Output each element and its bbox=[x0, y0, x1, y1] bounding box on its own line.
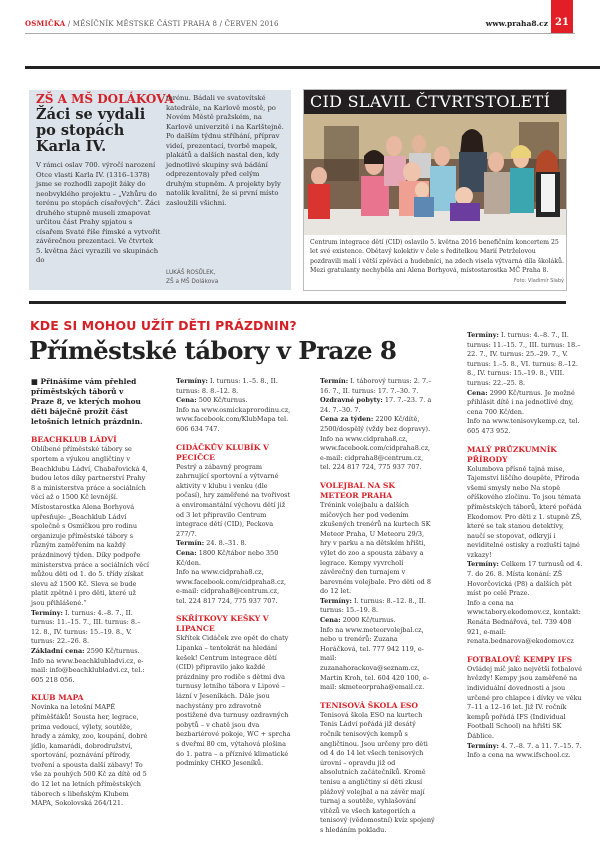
lead-paragraph: ■ Přinášíme vám přehled příměstských táborů v Praze 8, ve kterých mohou děti báječně prožít část letošních letních prázdnin. bbox=[31, 377, 143, 427]
section-text: Tenisová škola ESO na kurtech Tenis Ládví pořádá již desátý ročník tenisových kempů s angličtinou. Jsou určeny pro děti od 4 do 14 let všech tenisových úrovní – opravdu již od absolutních začátečníků. Kromě tenisu a angličtiny si děti zkusí plážový volejbal a na závěr mají turnaj a soutěže, vyhlašování vítězů ve všech kategoriích a tenisový (vědomostní) kvíz spojený s hledáním pokladu. bbox=[320, 710, 435, 834]
price-value: 2200 Kč/dítě, 2500/dospělý (vždy bez dopravy). bbox=[320, 415, 431, 433]
terms-value: I. turnus: 1.–5. 8., II. turnus: 8. 8.–12. 8. bbox=[176, 377, 278, 395]
terms-line bbox=[467, 331, 583, 389]
section-text: Kolumbova přísně tajná mise, Tajemství liščího doupěte, Příroda všemi smysly nebo Na stopě oříškového zločinu. To jsou témata příměstských táborů, které pořádá Ekodomov. Pro děti z 1. stupně ZŠ, které se tak stanou detektivy, naučí se stopovat, odkryjí i neviditelné ostisky a rozluští tajné vzkazy! bbox=[467, 464, 582, 559]
section-heading: TENISOVÁ ŠKOLA ESO bbox=[320, 700, 418, 710]
article-kicker: ZŠ A MŠ DOLÁKOVA bbox=[36, 92, 174, 106]
article-body-col1: V rámci oslav 700. výročí narození Otce vlasti Karla IV. (1316–1378) jsme se rozhodli zapojit žáky do neobvyklého projektu – „Vzhůru do terénu po stopách císařových“. Žáci druhého stupně museli zmapovat určitou část Prahy spjatou s císařem Svaté říše římské a vytvořit závěrečnou prezentaci. Ve čtvrtek 5. května žáci vyrazili ve skupinách do bbox=[36, 161, 161, 264]
article-author bbox=[166, 269, 288, 287]
section-heading: MALÝ PRŮZKUMNÍK PŘÍRODY bbox=[467, 444, 557, 464]
section-text: Skřítek Cidáček zve opět do chaty Lipanka – tentokrát na hledání kešek! Centrum integrace dětí (CID) připravilo jako každé prázdniny pro rodiče s dětmi dva turnusy letního tábora v Lipové – lázní v Jeseníkách. Dále jsou nachystány pro zdravotně postižené dva turnusy ozdravných pobytů – v chatě jsou dva bezbariérové pokoje, WC + sprcha s dveřmi 80 cm, výtahová plošina do 1. patra – a příznivé klimatické podmínky CHKO Jeseníků. bbox=[176, 634, 291, 768]
price-line bbox=[320, 415, 435, 434]
terms-value: Celkem 17 turnusů od 4. 7. do 26. 8. Místa konání: ZŠ Hovorčovická (P8) a dalších pět míst po celé Praze. bbox=[467, 560, 583, 598]
terms-value: I. turnus: 8.–12. 8., II. turnus: 15.–19. 8. bbox=[320, 596, 426, 615]
terms-value: I. turnus: 4.–8. 7., II. turnus: 11.–15. 7., III. turnus: 18.–22. 7., IV. turnus: 25.–29. 7., V. turnus: 1.–5. 8., VI. turnus: 8.–12. 8., IV. turnus: 15.–19. 8., VIII. turnus: 22.–25. 8. bbox=[467, 331, 581, 387]
article-body-col2: terénu. Bádali ve svatovítské katedrále, na Karlově mostě, po Novém Městě pražském, na Karlově univerzitě i na Karlštejně. Po dalším týdnu stříhání, příprav videí, prezentací, tvorbě mapek, plakátů a dalších nastal den, kdy jednotlivé skupiny svá bádání odprezentovaly před celým druhým stupněm. A projekty byly natolik kvalitní, že si první místo zasloužili všichni. bbox=[166, 94, 284, 207]
terms-label: Termíny: bbox=[467, 560, 499, 569]
price-line bbox=[176, 396, 291, 406]
text-column-4 bbox=[467, 331, 583, 761]
terms-label: Termíny: bbox=[467, 331, 499, 339]
section-heading: KLUB MAPA bbox=[31, 693, 84, 703]
section-heading: SKŘÍTKOVY KEŠKY V LIPANCE bbox=[176, 614, 269, 634]
contact-info: Info na www.tenisovykemp.cz, tel. 605 473 952. bbox=[467, 417, 580, 435]
terms-value: I. táborový turnus: 2. 7.–16. 7., II. turnus: 17. 7.–30. 7. bbox=[320, 377, 432, 395]
terms-label: Termín: bbox=[176, 539, 205, 548]
masthead bbox=[25, 19, 279, 28]
header-divider bbox=[25, 33, 575, 34]
terms-line bbox=[176, 377, 291, 396]
section-heading: BEACHKLUB LÁDVÍ bbox=[31, 435, 117, 445]
contact-info: Info na www.cidpraha8.cz, www.facebook.com/cidpraha8.cz, e-mail: cidpraha8@centrum.cz, tel. 224 817 724, 775 937 707. bbox=[176, 568, 287, 605]
price-value: 2000 Kč/turnus. bbox=[340, 616, 396, 625]
contact-info: Info na www.beachklubladvi.cz, e-mail: info@beachklubladvi.cz, tel.: 605 218 056. bbox=[31, 656, 145, 684]
section-text: Novinka na letošní MAPĚ příměšťáků! Sousta her, legrace, prima vedoucí, výlety, soutěže, hrady a zámky, zoo, koupání, dobré jídlo, kamarádi, dobrodružství, sportování, poznávání přírody, tvoření a spousta další zábavy! To vše za pouhých 500 Kč za dítě od 5 do 12 let na letních příměstských táborech s libeňským Klubem MAPA, Sokolovská 264/121. bbox=[31, 703, 148, 808]
price-line bbox=[467, 389, 583, 418]
caption-text: Centrum integrace dětí (CID) oslavilo 5. května 2016 benefičním koncertem 25 let své existence. Obětavý kolektiv v čele s ředitelkou Marií Petrželovou pozdravili malí i větší zpěváci a hudebníci, na zdech visela výtvarná díla školáků. Mezi gratulanty nechyběla ani Alena Borhyová, místostarostka MČ Praha 8. bbox=[310, 239, 564, 274]
feature-kicker: KDE SI MOHOU UŽÍT DĚTI PRÁZDNIN? bbox=[30, 318, 297, 333]
contact-info: Info na www.osmickaprorodinu.cz, www.facebook.com/KlubMapa tel. 606 634 747. bbox=[176, 405, 291, 433]
photo-caption bbox=[310, 238, 564, 286]
website-url[interactable]: www.praha8.cz bbox=[485, 19, 548, 28]
stay-value: 17. 7.–23. 7. a 24. 7.–30. 7. bbox=[320, 396, 432, 414]
group-photo bbox=[304, 114, 566, 235]
price-value: 1800 Kč/tábor nebo 350 Kč/den. bbox=[176, 548, 279, 567]
section-text: Ovládej míč jako největší fotbalové hvězdy! Kempy jsou zaměřené na individuální dovednosti a jsou určené pro chlapce i dívky ve věku 7–11 a 12–16 let. Již IV. ročník kempů pořádá IFS (Individual Football School) na hřišti SK Ďáblice. bbox=[467, 664, 582, 740]
feature-headline: Příměstské tábory v Praze 8 bbox=[29, 336, 397, 365]
terms-label: Termín: bbox=[320, 377, 349, 385]
price-line bbox=[320, 616, 435, 626]
stay-line bbox=[320, 396, 435, 415]
terms-line bbox=[31, 609, 149, 647]
price-value: 2990 Kč/turnus. Je možné přihlásit dítě i na jednotlivé dny, cena 700 Kč/den. bbox=[467, 388, 575, 416]
section-text: Pestrý a zábavný program zahrnující sportovní a výtvarné aktivity v klubu i venku (dle počasí), hry zaměřené na tvořivost a enviromantální výchovu dětí již od 3 let připravilo Centrum integrace dětí (CID), Peckova 277/7. bbox=[176, 462, 291, 538]
text-column-3 bbox=[320, 377, 435, 834]
price-label: Cena: bbox=[176, 548, 197, 557]
terms-line bbox=[467, 742, 583, 752]
cid-title: CID SLAVIL ČTVRTSTOLETÍ bbox=[304, 90, 566, 114]
brand-name: OSMIČKA bbox=[25, 19, 66, 28]
section-text: Oblíbené příměstské tábory se sportem a výukou angličtiny v Beachklubu Ládví, Chabařovická 4, budou letos díky partnerství Prahy 8 a ministerstva práce a sociálních věcí až o 1500 Kč levnější. Místostarostka Alena Borhyová upřesňuje: „Beachklub Ládví společně s Osmičkou pro rodinu organizuje příměstské tábory s různým zaměřením na každý prázdninový týden. Díky podpoře ministerstva práce a sociálních věcí můžou děti od 1. do 5. třídy získat slevu až 1500 Kč. Sleva se bude platit zpětně i pro děti, které už jsou přihlášené.“ bbox=[31, 445, 149, 607]
page-header bbox=[25, 14, 600, 34]
terms-label: Termíny: bbox=[31, 608, 63, 617]
section-heading: FOTBALOVÉ KEMPY IFS bbox=[467, 654, 573, 664]
price-label: Cena: bbox=[320, 616, 341, 625]
terms-label: Termíny: bbox=[176, 377, 208, 385]
terms-value: 4. 7.–8. 7. a 11. 7.–15. 7. bbox=[498, 741, 582, 750]
price-label: Základní cena: bbox=[31, 646, 85, 655]
price-label: Cena: bbox=[176, 396, 197, 405]
terms-value: 24. 8.–31. 8. bbox=[204, 539, 247, 548]
author-name: LUKÁŠ ROSŮLEK, bbox=[166, 270, 216, 276]
article-title: Žáci se vydali po stopách Karla IV. bbox=[36, 106, 146, 155]
terms-value: I. turnus: 4.–8. 7., II. turnus: 11.–15. 7., III. turnus: 8.–12. 8., IV. turnus: 15.–19. 8., V. turnus: 22.–26. 8. bbox=[31, 608, 141, 646]
group-photo-illustration bbox=[304, 114, 566, 235]
section-text: Trénink volejbalu a dalších míčových her pod vedením zkušených trenérů na kurtech SK Meteor Praha, U Meteoru 29/3, hry v parku a na dětském hřišti, výlet do zoo a spousta zábavy a legrace. Kempy vyvrcholí závěrečný den turnajem v barevném volejbale. Pro děti od 8 do 12 let. bbox=[320, 500, 432, 596]
price-label: Cena za týden: bbox=[320, 415, 374, 424]
price-value: 2590 Kč/turnus. bbox=[84, 646, 140, 655]
page-number: 21 bbox=[551, 0, 573, 34]
section-divider bbox=[25, 66, 600, 69]
contact-info: Info na www.cidpraha8.cz, www.facebook.com/cidpraha8.cz, e-mail: cidpraha8@centrum.cz, tel. 224 817 724, 775 937 707. bbox=[320, 434, 431, 472]
section-divider bbox=[29, 301, 566, 304]
section-heading: VOLEJBAL NA SK METEOR PRAHA bbox=[320, 480, 395, 500]
contact-info: Info na www.meteorvolejbal.cz, nebo u trenérů: Zuzana Horáčková, tel. 777 942 119, e-mail: zuzanahorackova@seznam.cz, Martin Kroh, tel. 604 420 100, e-mail: skmeteorpraha@email.cz. bbox=[320, 625, 429, 692]
terms-line bbox=[176, 539, 291, 549]
contact-info: Info a cena na www.tabory.ekodomov.cz, kontakt: Renáta Bednářová, tel. 739 408 921, e-mail: renata.bednarova@ekodomov.cz bbox=[467, 598, 581, 646]
section-heading: CIDÁČKŮV KLUBÍK V PECIČCE bbox=[176, 442, 269, 462]
price-line bbox=[31, 647, 149, 657]
text-column-2 bbox=[176, 377, 291, 769]
photo-credit: Foto: Vladimír Slabý bbox=[513, 278, 564, 285]
masthead-subtitle: / MĚSÍČNÍK MĚSTSKÉ ČÁSTI PRAHA 8 / ČERVEN 2016 bbox=[65, 20, 279, 28]
stay-label: Ozdravné pobyty: bbox=[320, 396, 383, 405]
price-label: Cena: bbox=[467, 388, 488, 397]
author-org: ZŠ a MŠ Dolákova bbox=[166, 279, 219, 285]
cid-article bbox=[303, 89, 567, 291]
price-value: 500 Kč/turnus. bbox=[196, 396, 248, 405]
zs-dolakova-article bbox=[29, 90, 291, 290]
terms-label: Termíny: bbox=[467, 741, 499, 750]
terms-label: Termíny: bbox=[320, 596, 352, 605]
terms-line bbox=[467, 560, 583, 598]
terms-line bbox=[320, 597, 435, 616]
contact-info: Info a cena na www.ifschool.cz. bbox=[467, 751, 571, 760]
text-column-1 bbox=[31, 377, 149, 808]
terms-line bbox=[320, 377, 435, 396]
price-line bbox=[176, 549, 291, 568]
